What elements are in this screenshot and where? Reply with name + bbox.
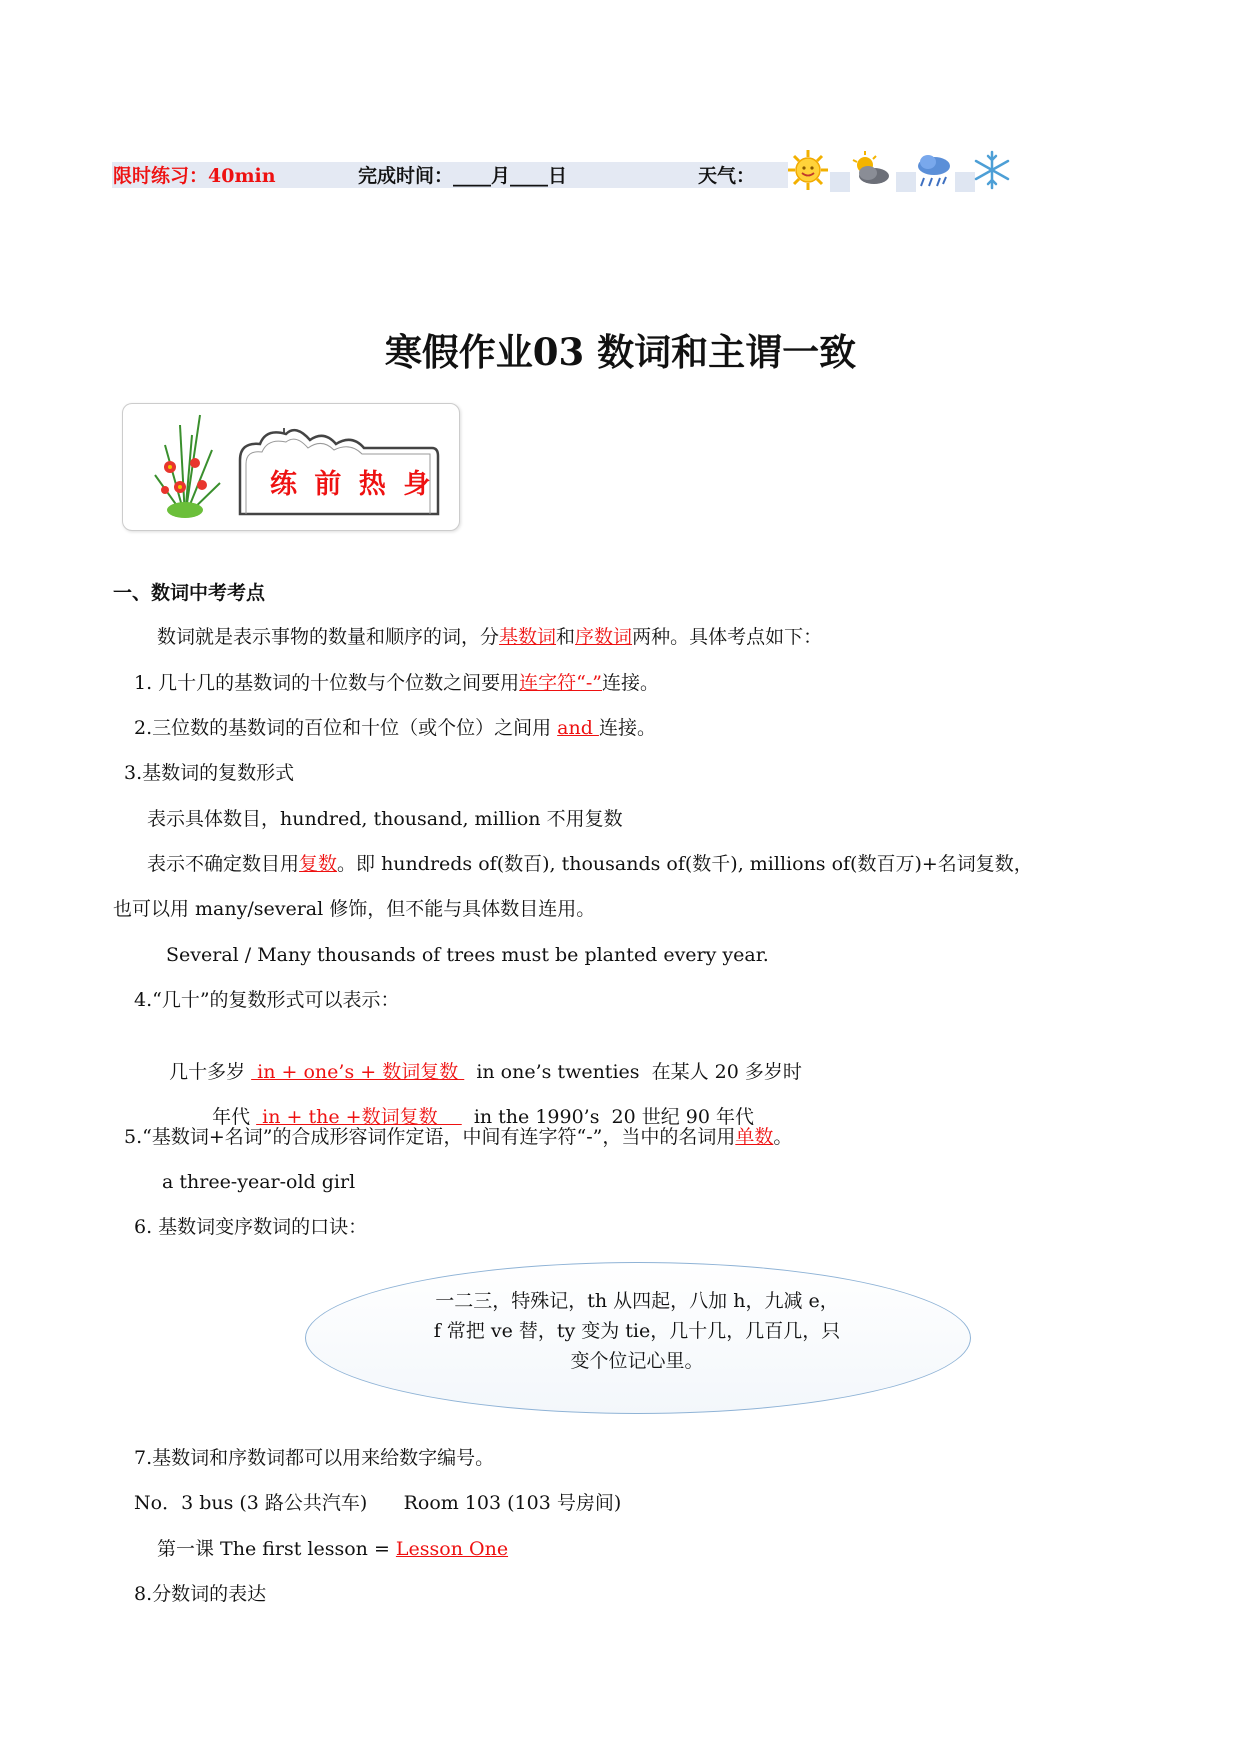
point-7: 7.基数词和序数词都可以用来给数字编号。 [134,1447,495,1469]
rhyme-line-2: f 常把 ve 替，ty 变为 tie，几十几，几百几，只 [433,1320,841,1342]
page-title: 寒假作业03 数词和主谓一致 [384,330,857,374]
point-3b: 表示不确定数目用复数。即 hundreds of(数百), thousands of(数千), millions of(数百万)+名词复数， [147,853,1033,875]
rain-icon [912,148,956,192]
finish-time-label: 完成时间：____月____日 [358,165,568,187]
point-6: 6. 基数词变序数词的口诀： [134,1216,368,1238]
partly-cloudy-icon [848,148,892,192]
rhyme-line-3: 变个位记心里。 [570,1350,704,1372]
point-2: 2.三位数的基数词的百位和十位（或个位）之间用 and 连接。 [134,717,656,739]
rhyme-text [405,1286,869,1376]
point-1: 1. 几十几的基数词的十位数与个位数之间要用连字符“-”连接。 [134,672,660,694]
example-sentence: Several / Many thousands of trees must be planted every year. [166,944,769,966]
point-3: 3.基数词的复数形式 [124,762,295,784]
day-blank[interactable]: ____ [510,165,549,187]
point-8: 8.分数词的表达 [134,1583,267,1605]
time-limit: 限时练习：40min [113,165,276,187]
point-4b: 年代 in + the +数词复数 in the 1990’s 20 世纪 90 年代 [212,1106,755,1128]
point-7b: 第一课 The first lesson = Lesson One [157,1538,509,1560]
snowflake-icon [970,148,1014,192]
point-3c: 也可以用 many/several 修饰，但不能与具体数目连用。 [113,898,596,920]
sun-icon [786,148,830,192]
point-4: 4.“几十”的复数形式可以表示： [134,989,400,1011]
rhyme-line-1: 一二三，特殊记，th 从四起，八加 h，九减 e， [435,1290,839,1312]
point-5: 5.“基数词+名词”的合成形容词作定语，中间有连字符“-”，当中的名词用单数。 [124,1126,793,1148]
month-blank[interactable]: ____ [453,165,492,187]
point-5a: a three-year-old girl [162,1171,356,1193]
point-7a: No．3 bus (3 路公共汽车) Room 103 (103 号房间) [134,1492,622,1514]
weather-label: 天气： [698,165,756,187]
section-heading: 一、数词中考考点 [113,582,266,604]
banner-label: 练 前 热 身 [270,469,435,500]
point-3a: 表示具体数目，hundred, thousand, million 不用复数 [147,808,623,830]
flower-plant-icon [140,405,230,523]
point-4a: 几十多岁 in + one’s + 数词复数 in one’s twenties 在某人 20 多岁时 [169,1061,802,1083]
weather-box-1[interactable] [830,172,850,192]
intro-paragraph: 数词就是表示事物的数量和顺序的词，分基数词和序数词两种。具体考点如下： [157,626,823,648]
